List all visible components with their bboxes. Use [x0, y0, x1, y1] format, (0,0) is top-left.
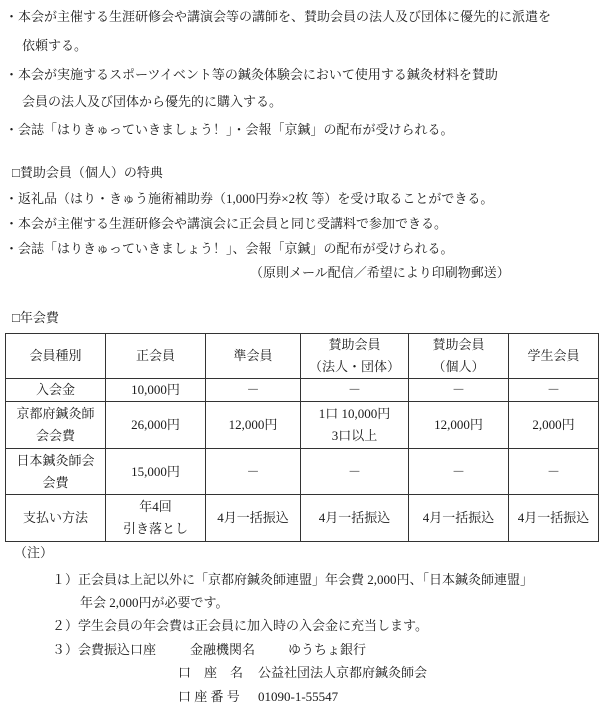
table-cell: [206, 449, 301, 495]
cell-text: －: [546, 382, 560, 397]
individual-benefit: ・会誌「はりきゅっていきましょう！」、会報「京鍼」の配布が受けられる。: [5, 241, 454, 256]
table-cell: [509, 402, 599, 449]
table-cell: [409, 379, 509, 402]
table-header-cell: [301, 334, 409, 379]
benefit-line: ・本会が主催する生涯研修会や講演会等の講師を、賛助会員の法人及び団体に優先的に派遣を: [5, 9, 552, 24]
fee-table: [5, 333, 599, 542]
cell-text: 学生会員: [527, 348, 580, 363]
table-cell: [6, 402, 106, 449]
account-number-value: 01090-1-55547: [258, 689, 339, 704]
cell-text: 京都府鍼灸師: [16, 406, 95, 421]
table-header-cell: [409, 334, 509, 379]
table-row: [6, 402, 599, 449]
cell-text: －: [347, 382, 361, 397]
cell-text: 賛助会員: [432, 337, 485, 352]
cell-text: －: [347, 463, 361, 479]
notes-label: （注）: [14, 545, 54, 560]
cell-text: 12,000円: [228, 417, 278, 432]
table-cell: [106, 449, 206, 495]
cell-text: 2,000円: [532, 417, 575, 432]
cell-text: 10,000円: [131, 382, 180, 397]
cell-text: 年4回: [139, 499, 172, 514]
table-cell: [6, 449, 106, 495]
fee-heading: □年会費: [12, 310, 59, 325]
benefit-line: ・本会が実施するスポーツイベント等の鍼灸体験会において使用する鍼灸材料を賛助: [5, 67, 498, 82]
account-number-label: 口 座 番 号: [178, 689, 240, 704]
cell-text: 4月一括振込: [517, 510, 590, 525]
cell-text: 会会費: [35, 428, 75, 443]
cell-text: 準会員: [233, 348, 273, 363]
cell-text: （個人）: [432, 359, 485, 374]
cell-text: 入会金: [35, 382, 75, 397]
cell-text: （法人・団体）: [308, 359, 400, 374]
table-cell: [409, 449, 509, 495]
table-cell: [206, 379, 301, 402]
note-2: ２）学生会員の年会費は正会員に加入時の入会金に充当します。: [52, 618, 428, 633]
table-header-cell: [206, 334, 301, 379]
table-cell: [106, 379, 206, 402]
cell-text: 賛助会員: [328, 337, 381, 352]
individual-benefit: ・返礼品（はり・きゅう施術補助券（1,000円券×2枚 等）を受け取ることができる。: [5, 191, 494, 206]
table-cell: [301, 402, 409, 449]
bank-value: ゆうちょ銀行: [288, 642, 367, 657]
table-cell: [409, 495, 509, 542]
account-name-label: 口 座 名: [178, 665, 244, 680]
cell-text: －: [451, 463, 465, 479]
benefit-line: 会員の法人及び団体から優先的に購入する。: [22, 94, 283, 109]
cell-text: 会員種別: [29, 348, 82, 363]
table-header-cell: [106, 334, 206, 379]
cell-text: 会費: [42, 474, 69, 490]
table-header-cell: [6, 334, 106, 379]
bank-label: 金融機関名: [190, 642, 256, 657]
cell-text: 4月一括振込: [318, 510, 391, 525]
table-cell: [206, 495, 301, 542]
table-cell: [409, 402, 509, 449]
table-cell: [6, 495, 106, 542]
cell-text: －: [546, 463, 560, 479]
benefit-line: 依頼する。: [22, 38, 88, 53]
table-cell: [509, 495, 599, 542]
cell-text: 3口以上: [331, 428, 378, 443]
delivery-note: （原則メール配信／希望により印刷物郵送）: [250, 265, 510, 280]
cell-text: 正会員: [135, 348, 175, 363]
cell-text: －: [246, 382, 260, 397]
individual-benefit: ・本会が主催する生涯研修会や講演会に正会員と同じ受講料で参加できる。: [5, 216, 448, 231]
cell-text: 支払い方法: [22, 510, 88, 525]
note-3: ３）会費振込口座: [52, 642, 157, 657]
cell-text: 4月一括振込: [422, 510, 495, 525]
cell-text: 15,000円: [131, 463, 180, 479]
account-name-value: 公益社団法人京都府鍼灸師会: [258, 665, 428, 680]
cell-text: 引き落とし: [122, 521, 188, 536]
table-cell: [509, 449, 599, 495]
cell-text: 日本鍼灸師会: [16, 452, 95, 468]
table-row: [6, 379, 599, 402]
table-header-row: [6, 334, 599, 379]
table-cell: [301, 449, 409, 495]
table-cell: [301, 379, 409, 402]
table-cell: [509, 379, 599, 402]
cell-text: 12,000円: [434, 417, 483, 432]
note-1-cont: 年会 2,000円が必要です。: [80, 595, 229, 610]
table-header-cell: [509, 334, 599, 379]
table-cell: [6, 379, 106, 402]
cell-text: －: [451, 382, 465, 397]
table-row: [6, 495, 599, 542]
table-cell: [106, 495, 206, 542]
table-cell: [206, 402, 301, 449]
cell-text: －: [246, 463, 260, 479]
individual-heading: □賛助会員（個人）の特典: [12, 165, 163, 180]
note-1: １）正会員は上記以外に「京都府鍼灸師連盟」年会費 2,000円、「日本鍼灸師連盟」: [52, 572, 534, 587]
cell-text: 26,000円: [131, 417, 180, 432]
table-row: [6, 449, 599, 495]
cell-text: 1口 10,000円: [318, 406, 391, 421]
table-cell: [106, 402, 206, 449]
table-cell: [301, 495, 409, 542]
benefit-line: ・会誌「はりきゅっていきましょう！」・会報「京鍼」の配布が受けられる。: [5, 122, 454, 137]
cell-text: 4月一括振込: [217, 510, 289, 525]
